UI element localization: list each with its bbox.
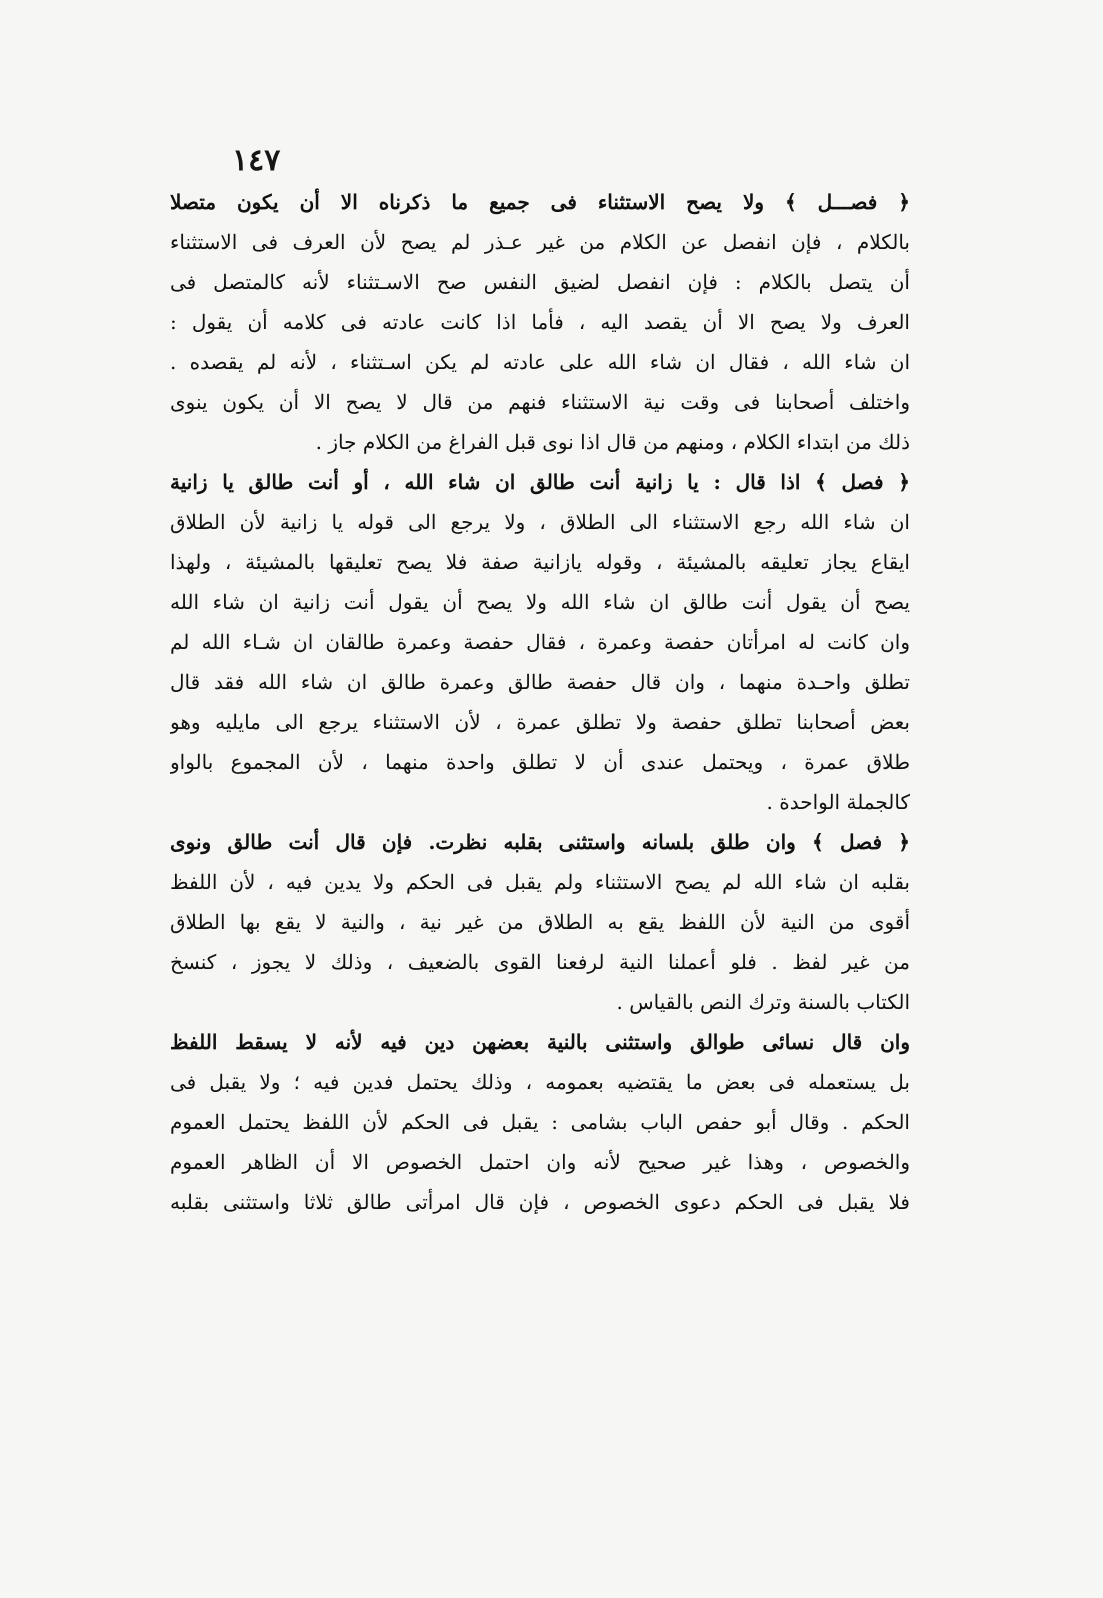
- text-line: أقوى من النية لأن اللفظ يقع به الطلاق من غير نية ، والنية لا يقع بها الطلاق: [170, 910, 910, 934]
- text-line: أن يتصل بالكلام : فإن انفصل لضيق النفس صح الاسـتثناء لأنه كالمتصل فى: [170, 270, 910, 294]
- text-line: وان كانت له امرأتان حفصة وعمرة ، فقال حفصة وعمرة طالقان ان شـاء الله لم: [170, 630, 910, 654]
- text-line: طلاق عمرة ، ويحتمل عندى أن لا تطلق واحدة منهما ، لأن المجموع بالواو: [170, 750, 910, 774]
- text-line: بل يستعمله فى بعض ما يقتضيه بعمومه ، وذلك يحتمل فدين فيه ؛ ولا يقبل فى: [170, 1070, 910, 1094]
- text-line: بقلبه ان شاء الله لم يصح الاستثناء ولم يقبل فى الحكم ولا يدين فيه ، لأن اللفظ: [170, 870, 910, 894]
- text-line: من غير لفظ . فلو أعملنا النية لرفعنا القوى بالضعيف ، وذلك لا يجوز ، كنسخ: [170, 950, 910, 974]
- text-line: الحكم . وقال أبو حفص الباب بشامى : يقبل فى الحكم لأن اللفظ يحتمل العموم: [170, 1110, 910, 1134]
- text-line: ﴿ فصل ﴾ وان طلق بلسانه واستثنى بقلبه نظرت. فإن قال أنت طالق ونوى: [170, 830, 910, 854]
- text-line: بالكلام ، فإن انفصل عن الكلام من غير عـذر لم يصح لأن العرف فى الاستثناء: [170, 230, 910, 254]
- text-line: ان شاء الله ، فقال ان شاء الله على عادته لم يكن اسـتثناء ، لأنه لم يقصده .: [170, 350, 910, 374]
- text-line: وان قال نسائى طوالق واستثنى بالنية بعضهن دين فيه لأنه لا يسقط اللفظ: [170, 1030, 910, 1054]
- text-line: ﴿ فصل ﴾ اذا قال : يا زانية أنت طالق ان شاء الله ، أو أنت طالق يا زانية: [170, 470, 910, 494]
- text-line: بعض أصحابنا تطلق حفصة ولا تطلق عمرة ، لأن الاستثناء يرجع الى مايليه وهو: [170, 710, 910, 734]
- page-number: ١٤٧: [232, 143, 281, 178]
- text-line: العرف ولا يصح الا أن يقصد اليه ، فأما اذا كانت عادته فى كلامه أن يقول :: [170, 310, 910, 334]
- text-line: تطلق واحـدة منهما ، وان قال حفصة طالق وعمرة طالق ان شاء الله فقد قال: [170, 670, 910, 694]
- text-line: والخصوص ، وهذا غير صحيح لأنه وان احتمل الخصوص الا أن الظاهر العموم: [170, 1150, 910, 1174]
- text-line: الكتاب بالسنة وترك النص بالقياس .: [616, 990, 910, 1014]
- text-line: يصح أن يقول أنت طالق ان شاء الله ولا يصح أن يقول أنت زانية ان شاء الله: [170, 590, 910, 614]
- text-line: ﴿ فصـــل ﴾ ولا يصح الاستثناء فى جميع ما ذكرناه الا أن يكون متصلا: [170, 190, 910, 214]
- text-line: ان شاء الله رجع الاستثناء الى الطلاق ، ولا يرجع الى قوله يا زانية لأن الطلاق: [170, 510, 910, 534]
- text-line: فلا يقبل فى الحكم دعوى الخصوص ، فإن قال امرأتى طالق ثلاثا واستثنى بقلبه: [170, 1190, 910, 1214]
- body-text: [170, 182, 910, 1222]
- text-line: ايقاع يجاز تعليقه بالمشيئة ، وقوله يازانية صفة فلا يصح تعليقها بالمشيئة ، ولهذا: [170, 550, 910, 574]
- text-line: ذلك من ابتداء الكلام ، ومنهم من قال اذا نوى قبل الفراغ من الكلام جاز .: [315, 430, 910, 454]
- text-line: واختلف أصحابنا فى وقت نية الاستثناء فنهم من قال لا يصح الا أن يكون ينوى: [170, 390, 910, 414]
- text-line: كالجملة الواحدة .: [766, 790, 910, 814]
